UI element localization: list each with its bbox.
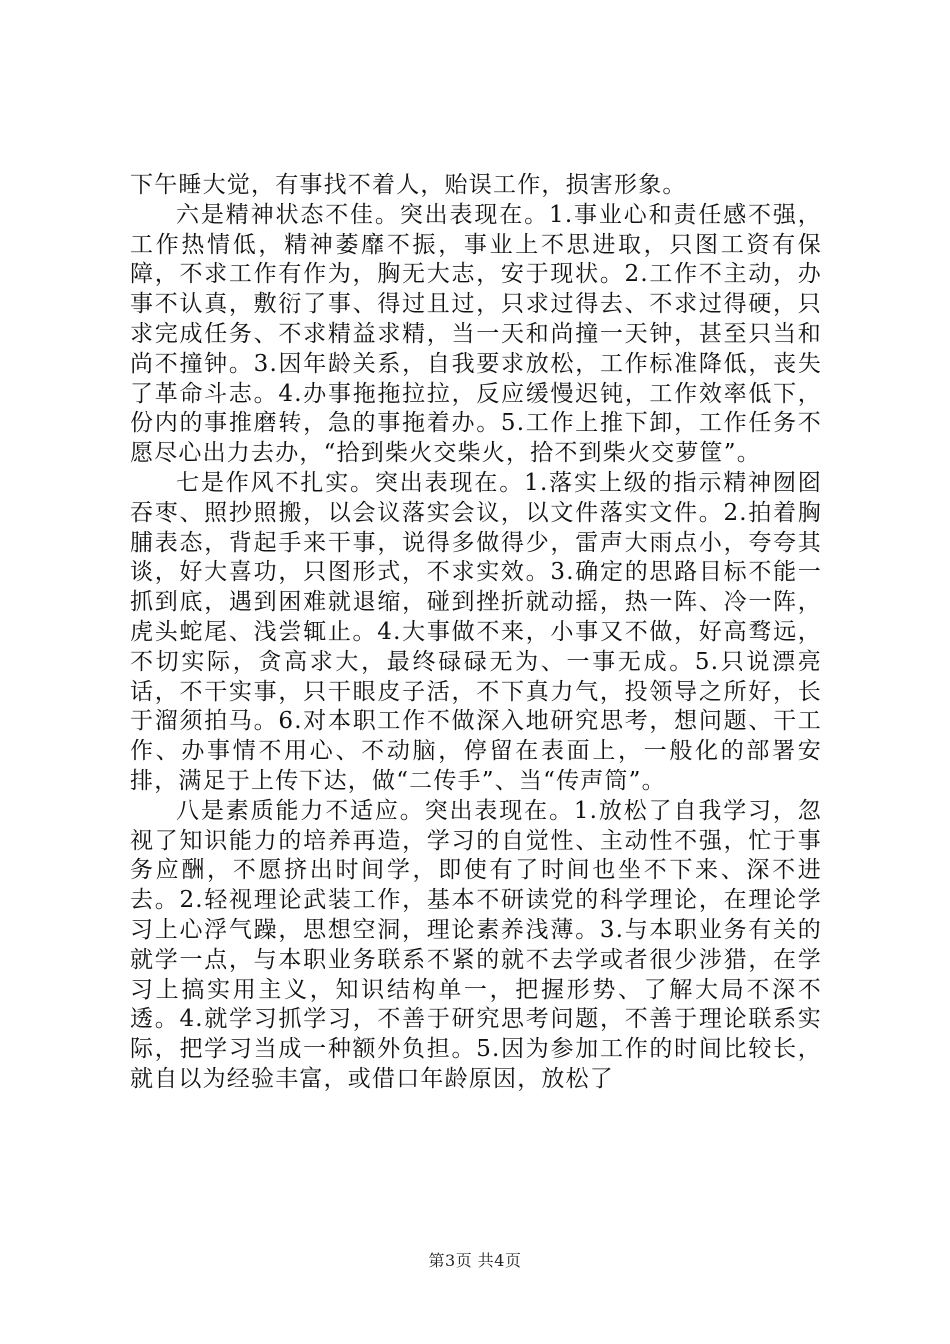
page-number-footer: 第3页 共4页 <box>428 1251 522 1270</box>
paragraph-seven: 七是作风不扎实。突出表现在。1.落实上级的指示精神囫囵吞枣、照抄照搬，以会议落实会议，以文件落实文件。2.拍着胸脯表态，背起手来干事，说得多做得少，雷声大雨点小，夸夸其谈，好大喜功，只图形式，不求实效。3.确定的思路目标不能一抓到底，遇到困难就退缩，碰到挫折就动摇，热一阵、冷一阵，虎头蛇尾、浅尝辄止。4.大事做不来，小事又不做，好高骛远，不切实际，贪高求大，最终碌碌无为、一事无成。5.只说漂亮话，不干实事，只干眼皮子活，不下真力气，投领导之所好，长于溜须拍马。6.对本职工作不做深入地研究思考，想问题、干工作、办事情不用心、不动脑，停留在表面上，一般化的部署安排，满足于上传下达，做“二传手”、当“传声筒”。 <box>130 469 822 794</box>
paragraph-six: 六是精神状态不佳。突出表现在。1.事业心和责任感不强，工作热情低，精神萎靡不振，事业上不思进取，只图工资有保障，不求工作有作为，胸无大志，安于现状。2.工作不主动，办事不认真，敷衍了事、得过且过，只求过得去、不求过得硬，只求完成任务、不求精益求精，当一天和尚撞一天钟，甚至只当和尚不撞钟。3.因年龄关系，自我要求放松，工作标准降低，丧失了革命斗志。4.办事拖拖拉拉，反应缓慢迟钝，工作效率低下，份内的事推磨转，急的事拖着办。5.工作上推下卸，工作任务不愿尽心出力去办，“拾到柴火交柴火，拾不到柴火交萝筐”。 <box>130 201 822 467</box>
paragraph-continuation: 下午睡大觉，有事找不着人，贻误工作，损害形象。 <box>130 172 687 198</box>
paragraph-eight: 八是素质能力不适应。突出表现在。1.放松了自我学习，忽视了知识能力的培养再造，学习的自觉性、主动性不强，忙于事务应酬，不愿挤出时间学，即使有了时间也坐不下来、深不进去。2.轻视理论武装工作，基本不研读党的科学理论，在理论学习上心浮气躁，思想空洞，理论素养浅薄。3.与本职业务有关的就学一点，与本职业务联系不紧的就不去学或者很少涉猎，在学习上搞实用主义，知识结构单一，把握形势、了解大局不深不透。4.就学习抓学习，不善于研究思考问题，不善于理论联系实际，把学习当成一种额外负担。5.因为参加工作的时间比较长，就自以为经验丰富，或借口年龄原因，放松了 <box>130 797 822 1092</box>
document-body <box>130 171 822 1095</box>
